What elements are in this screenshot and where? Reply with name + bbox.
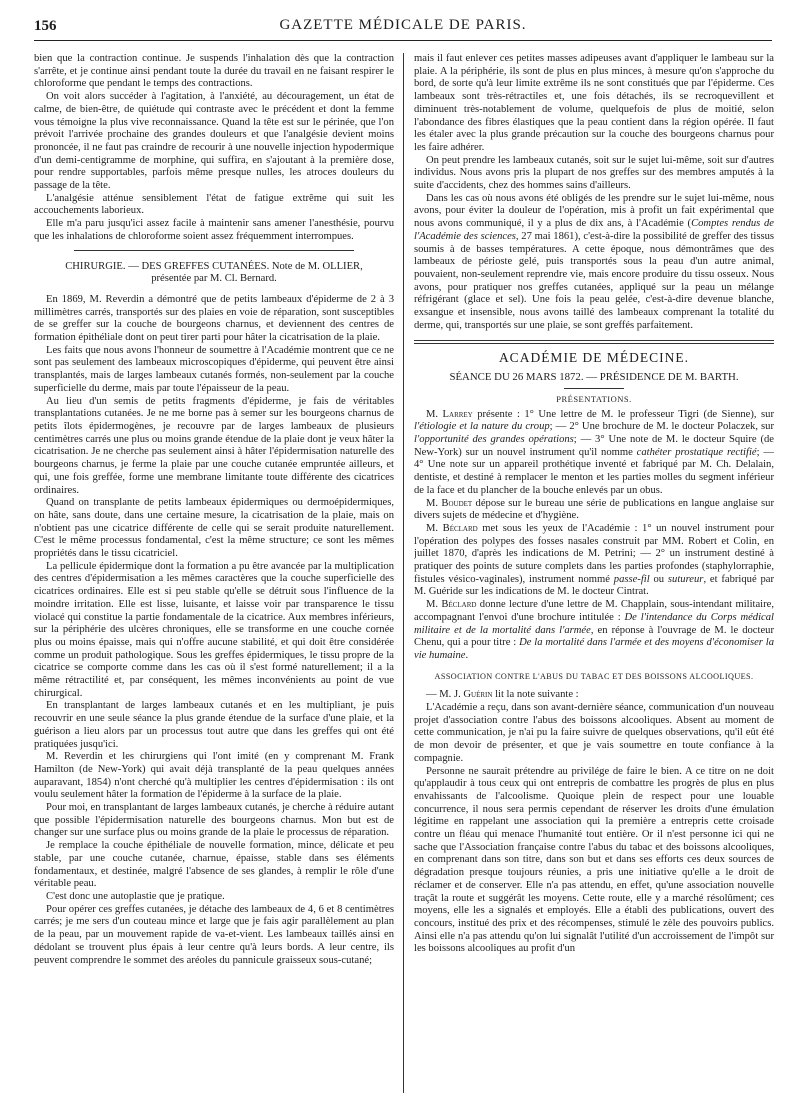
paragraph: Je remplace la couche épithéliale de nouvelle formation, mince, délicate et peu stable, par une couche cutanée, charnue, épaisse, stable dans ses éléments fondamentaux, et destinée, malgré l'absence de ses glandes, à remplir le rôle d'une véritable peau. [34,840,394,890]
paragraph: Personne ne saurait prétendre au privilége de faire le bien. A ce titre on ne doit qu'applaudir à tous ceux qui ont entrepris de combattre les progrès de plus en plus envahissants de l'alcoolisme. Quoique plein de respect pour une louable concurrence, il nous sera permis cependant de réserver les droits d'une émulation légitime en rappelant une association qui la première a entrepris cette croisade contre un fléau qui menace l'humanité tout entière. Or il n'est personne ici qui ne sache que l'Association française contre l'abus du tabac et des boissons alcooliques, en comprenant dans son titre, dans son but et dans ses efforts ces deux sources de dégradation presque toujours réunies, a pris une initiative qu'elle a le droit de réclamer et de conserver. Elle n'a pas attendu, en effet, qu'une association nouvelle traçât la route et suggérât les moyens. Cette route, elle y a marché résolûment; ces moyens, elle les a signalés et employés. Elle a établi des publications, ouvert des concours, institué des prix et des récompenses, stimulé le zèle des pouvoirs publics. Ainsi elle n'a pas attendu qu'on lui signalât l'utilité d'un accroissement de l'impôt sur les boissons alcooliques au profit d'un [414,765,774,955]
right-column [414,53,774,1093]
paragraph: L'Académie a reçu, dans son avant-dernière séance, communication d'un nouveau projet d'association contre l'abus des boissons alcooliques. Absent au moment de cette communication, je n'ai pu la faire suivre de quelques observations, qu'il eût été de mon devoir de présenter, et que je vais soumettre en toute confiance à la compagnie. [414,702,774,764]
text-run: , en réponse à l'ouvrage de M. le docteur Chenu, qui a pour titre : [414,624,774,649]
speaker-name: M. Boudet [426,497,473,509]
association-heading: ASSOCIATION CONTRE L'ABUS DU TABAC ET DES BOISSONS ALCOOLIQUES. [434,671,754,681]
paragraph: On voit alors succéder à l'agitation, à l'anxiété, au découragement, un état de calme, de bien-être, de quiétude qui contraste avec le précédent et dont la femme vous témoigne la plus vive reconnaissance. Quand la tête est sur le périnée, que l'on prévoit l'arrivée prochaine des grandes douleurs et que l'analgésie devient moins prononcée, il ne faut pas craindre de recourir à une nouvelle injection hypodermique d'un demi-centigramme de morphine, qui suffira, en s'ajoutant à la première dose, pour rendre supportables, parfois même presque nulles, les atroces douleurs du passage de la tête. [34,91,394,192]
text-run: ou [649,573,668,585]
paragraph: M. Reverdin et les chirurgiens qui l'ont imité (en y comprenant M. Frank Hamilton (de New-York) qui avait déjà transplanté de la peau quelques années auparavant, 1854) n'ont cherché qu'à multiplier les centres d'épidermisation : ils ont voulu seulement hâter la formation de l'épiderme à la surface de la plaie. [34,751,394,801]
academie-heading: ACADÉMIE DE MÉDECINE. [498,350,690,366]
section-title: — DES GREFFES CUTANÉES. Note de M. OLLIER, [128,260,363,272]
seance-heading: SÉANCE DU 26 MARS 1872. — PRÉSIDENCE DE M. BARTH. [449,371,739,384]
presentation-paragraph [414,498,774,523]
text-run: donne lecture d'une lettre de M. Chapplain, sous-intendant militaire, accompagnant l'envoi d'une brochure intitulée : [414,599,774,623]
text-run: dépose sur le bureau une série de publications en langue anglaise sur divers sujets de médecine et d'hygiène. [414,497,774,522]
title-italic: cathéter prostatique rectifié [636,446,757,458]
paragraph: On peut prendre les lambeaux cutanés, soit sur le sujet lui-même, soit sur d'autres individus. Nous avons pris la plupart de nos greffes sur des membres amputés à la suite d'accidents, chez des hommes sains d'ailleurs. [414,154,774,192]
term-italic: passe-fil [613,573,650,585]
column-rule [403,53,404,1093]
title-italic: l'opportunité des grandes opérations [414,433,574,445]
citation: Comptes rendus de l'Académie des sciences [414,218,774,242]
text-run: , 27 mai 1861), c'est-à-dire la possibilité de greffer des tissus soumis à de basses températures. A cette époque, nous démontrâmes que des lambeaux de périoste gelé, puis transportés sous la peau d'un autre animal, pouvaient, non-seulement reprendre vie, mais encore produire du tissu osseux. Nous avons, pour pratiquer nos greffes cutanées, appliqué sur la peau un mélange réfrigérant (glace et sel). Une fois la peau gelée, c'est-à-dire devenue blanche, exsangue et insensible, nous avons taillé des lambeaux comprenant la totalité du derme, qui, transportés sur une plaie, se sont greffés parfaitement. [414,230,774,331]
term-italic: sutureur [667,573,704,585]
presentations-heading: PRÉSENTATIONS. [556,393,632,404]
paragraph: L'analgésie atténue sensiblement l'état de fatigue extrême qui suit les accouchements laborieux. [34,192,394,217]
paragraph: C'est donc une autoplastie que je pratique. [46,891,225,902]
paragraph: En 1869, M. Reverdin a démontré que de petits lambeaux d'épiderme de 2 à 3 millimètres carrés, transportés sur des plaies en voie de réparation, sont susceptibles de se greffer sur la couche de bourgeons charnus, et deviennent des centres de formation épithéliale dont on peut tirer parti pour hâter la cicatrisation de la plaie. [34,293,394,344]
double-rule-top [414,340,774,341]
paragraph: Au lieu d'un semis de petits fragments d'épiderme, je fais de véritables transplantations cutanées. Je ne me borne pas à semer sur les bourgeons charnus de petits îlots épidermogènes, je recouvre par de larges lambeaux de plusieurs centimètres carrés une plus ou moins grande étendue de la plaie dont je veux hâter la cicatrisation. Je ne cherche pas seulement ainsi à hâter l'épidermisation naturelle des bourgeons charnus, je ferme la plaie par une couche cutanée empruntée ailleurs, et qui, une fois greffée, forme une membrane limitante toute différente des cicatrices ordinaires. [34,395,394,496]
double-rule-bottom [414,343,774,344]
presentation-paragraph [414,409,774,498]
text-run: ; — 2° Une brochure de M. le docteur Polaczek, sur [549,421,774,433]
paragraph [414,689,774,702]
text-run: Dans les cas où nous avons été obligés de les prendre sur le sujet lui-même, nous avons, pour éviter la douleur de l'opération, mis à profit un fait expérimental que nous avons communiqué, il y a plus de dix ans, à l'Académie ( [414,192,774,230]
paragraph: bien que la contraction continue. Je suspends l'inhalation dès que la contraction s'arrête, et je continue ainsi pendant toute la durée du travail en ne faisant respirer le chloroforme que pendant le temps des contractions. [34,53,394,90]
section-divider [74,250,354,251]
speaker-name: M. Béclard [426,522,478,534]
short-divider [564,388,624,389]
section-label: CHIRURGIE. [65,260,126,272]
columns [34,53,772,1093]
presentation-paragraph [414,523,774,599]
paragraph [414,193,774,333]
paragraph: En transplantant de larges lambeaux cutanés et en les multipliant, je puis recouvrir en une seule séance la plus grande étendue de la surface d'une plaie, et la guérison a lieu alors par un processus tout autre que dans les greffes qui ont été pratiquées jusqu'ici. [34,700,394,750]
paragraph: La pellicule épidermique dont la formation a pu être avancée par la multiplication des centres d'épidermisation a les mêmes caractères que la couche superficielle des cicatrices ordinaires. Elle est si peu stable qu'elle se détruit sous l'influence de la moindre irritation. Elle est lisse, luisante, et laisse voir par transparence le tissu violacé qui constitue la partie fondamentale de la cicatrice. Aux membres inférieurs, sur la périphérie des ulcères chroniques, elle se transforme en une couche cornée plus ou moins épaisse, mais qui n'offre aucune stabilité, et qui doit être considérée comme un produit pathologique. Sous les greffes épidermiques, le tissu propre de la cicatrice se comporte comme dans les cas où il s'est formé naturellement; il a la même rétractilité et, par conséquent, les mêmes inconvénients au point de vue chirurgical. [34,560,394,699]
paragraph: Pour opérer ces greffes cutanées, je détache des lambeaux de 4, 6 et 8 centimètres carrés; je me sers d'un couteau mince et large que je fais agir parallèlement au plan de la peau, par un mouvement rapide de va-et-vient. Les lambeaux taillés ainsi en dédolant se trouvent plus épais à leur centre qu'à leurs bords. A leur centre, ils peuvent comprendre le sommet des aréoles du pannicule graisseux sous-cutané; [34,903,394,966]
title-italic: l'étiologie et la nature du croup [414,421,550,433]
text-run: ; — 4° Une note sur un appareil prothétique inventé et fabriqué par M. Ch. Delalain, dentiste, et destiné à remplacer le menton et les parties molles du segment inférieur de la face et du plancher de la bouche enlevés par un obus. [414,446,774,496]
speaker-name: M. Larrey [426,408,473,420]
left-column [34,53,394,1093]
paragraph: Elle m'a paru jusqu'ici assez facile à maintenir sans amener l'anesthésie, pourvu que les inhalations de chloroforme soient assez fréquemment interrompues. [34,218,394,242]
title-italic: De l'intendance du Corps médical militaire et de la mortalité dans l'armée [414,611,774,636]
speaker-name: M. Béclard [426,599,477,611]
section-subtitle: présentée par M. Cl. Bernard. [151,273,277,285]
text-run: lit la note suivante : [492,689,579,701]
text-run: . [465,649,469,661]
paragraph: Quand on transplante de petits lambeaux épidermiques ou dermoépidermiques, on hâte, sans doute, dans une certaine mesure, la cicatrisation de la plaie, mais on n'obtient pas une cicatrice différente de celle qui se serait produite naturellement. C'est le même processus fondamental, c'est la même structure; ce sont les mêmes propriétés dans le tissu cicatriciel. [34,497,394,560]
journal-title: GAZETTE MÉDICALE DE PARIS. [279,17,527,33]
page-number: 156 [34,18,57,34]
text-run: ; — 3° Une note de M. le docteur Squire (de New-York) sur un nouvel instrument qu'il nomme [414,433,774,458]
paragraph: mais il faut enlever ces petites masses adipeuses avant d'appliquer le lambeau sur la plaie. A la périphérie, ils sont de plus en plus minces, à mesure qu'on s'approche du bord, de sorte qu'à leur limite extrême ils ne sont constitués que par l'épiderme. Ces lambeaux sont très-rétractiles et, une fois détachés, ils se recroquevillent et diminuent très-notablement de volume, quelquefois de plus de moitié, selon l'abondance des fibres élastiques que la peau contient dans la région opérée. Il faut les étaler avec la plus grande précaution sur la couche des bourgeons charnus pour les faire adhérer. [414,53,774,153]
text-run: met sous les yeux de l'Académie : 1° un nouvel instrument pour l'opération des polypes des fosses nasales construit par MM. Robert et Colin, en juillet 1870, d'après les indications de M. Petrini; — 2° un instrument destiné à pratiquer des points de suture complets dans les parties profondes (staphylorraphie, fistules vésico-vaginales), instrument nommé [414,522,774,585]
paragraph: Pour moi, en transplantant de larges lambeaux cutanés, je cherche à réduire autant que possible l'épidermisation naturelle des bourgeons charnus. Mon but est de changer sur une surface plus ou moins grande de la plaie le processus de réparation. [34,802,394,839]
title-italic: De la mortalité dans l'armée et des moyens d'économiser la vie humaine [414,637,774,661]
text-run: , et fabriqué par M. Guéride sur les indications de M. le docteur Cintrat. [414,573,774,598]
section-heading [34,261,394,286]
presentation-paragraph [414,599,774,663]
paragraph: Les faits que nous avons l'honneur de soumettre à l'Académie montrent que ce ne sont pas seulement des lambeaux microscopiques d'épiderme, qui peuvent être ainsi transplantés, mais de larges lambeaux cutanés formés, non-seulement par la couche superficielle du derme, mais par toute l'épaisseur de la peau. [34,344,394,394]
page-header [34,12,772,41]
speaker-name: — M. J. Guérin [426,689,493,701]
text-run: présente : 1° Une lettre de M. le professeur Tigri (de Sienne), sur [472,408,774,420]
